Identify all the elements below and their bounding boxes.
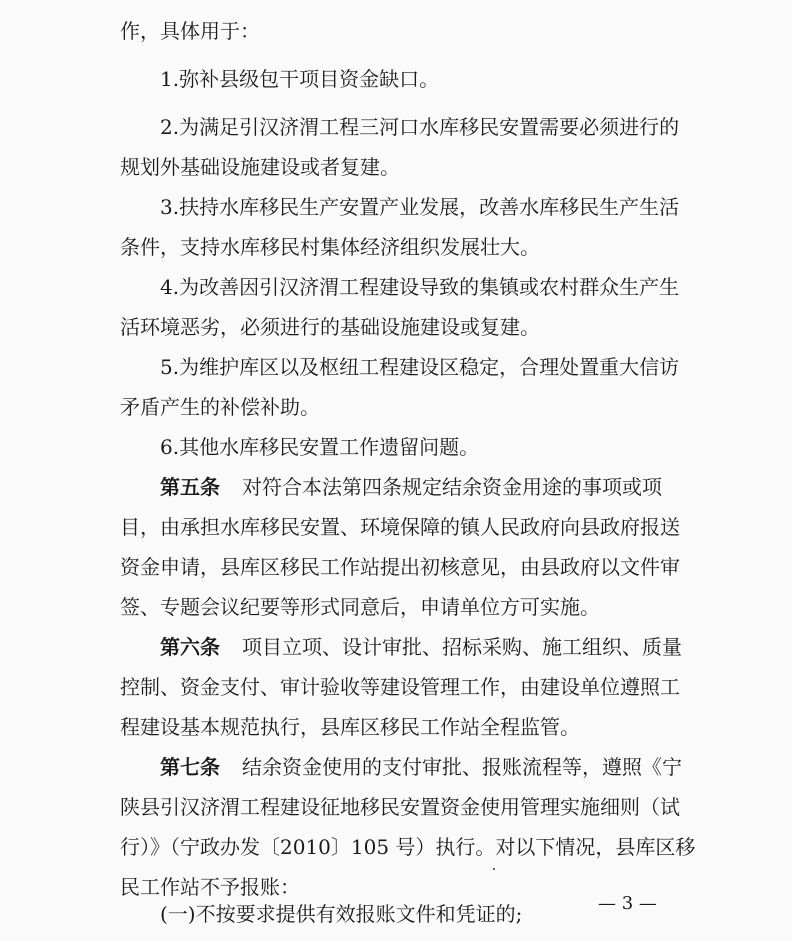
list-item-2: 2.为满足引汉济渭工程三河口水库移民安置需要必须进行的	[160, 115, 680, 139]
article-5-label: 第五条	[160, 475, 220, 499]
text-line: 签、专题会议纪要等形式同意后，申请单位方可实施。	[120, 595, 600, 619]
text-line: 行）》（宁政办发〔2010〕105 号）执行。对以下情况，县库区移	[120, 835, 696, 859]
article-7-first-line	[0, 753, 792, 781]
list-item-sub-1: (一)不按要求提供有效报账文件和凭证的;	[160, 902, 523, 926]
article-5-first-line	[0, 473, 792, 501]
text-line: 作，具体用于：	[120, 19, 260, 43]
article-7-label: 第七条	[160, 755, 220, 779]
article-6-text: 项目立项、设计审批、招标采购、施工组织、质量	[242, 635, 682, 659]
text-line: 矛盾产生的补偿补助。	[120, 395, 320, 419]
article-6-first-line	[0, 633, 792, 661]
list-item-5: 5.为维护库区以及枢纽工程建设区稳定，合理处置重大信访	[160, 355, 680, 379]
article-7-text: 结余资金使用的支付审批、报账流程等，遵照《宁	[242, 755, 682, 779]
list-item-4: 4.为改善因引汉济渭工程建设导致的集镇或农村群众生产生	[160, 275, 680, 299]
text-line: 规划外基础设施建设或者复建。	[120, 155, 400, 179]
list-item-1: 1.弥补县级包干项目资金缺口。	[160, 67, 440, 91]
list-item-3: 3.扶持水库移民生产安置产业发展，改善水库移民生产生活	[160, 195, 680, 219]
article-5-text: 对符合本法第四条规定结余资金用途的事项或项	[242, 475, 662, 499]
article-6-label: 第六条	[160, 635, 220, 659]
text-line: 条件，支持水库移民村集体经济组织发展壮大。	[120, 235, 540, 259]
text-line: 资金申请，县库区移民工作站提出初核意见，由县政府以文件审	[120, 555, 680, 579]
text-line: 活环境恶劣，必须进行的基础设施建设或复建。	[120, 315, 540, 339]
text-line: 控制、资金支付、审计验收等建设管理工作，由建设单位遵照工	[120, 675, 680, 699]
scan-speck	[493, 868, 495, 870]
text-line: 陕县引汉济渭工程建设征地移民安置资金使用管理实施细则（试	[120, 795, 680, 819]
list-item-6: 6.其他水库移民安置工作遗留问题。	[160, 435, 480, 459]
page-number: — 3 —	[598, 893, 657, 914]
text-line: 民工作站不予报账：	[120, 875, 300, 899]
text-line: 程建设基本规范执行，县库区移民工作站全程监管。	[120, 715, 580, 739]
text-line: 目，由承担水库移民安置、环境保障的镇人民政府向县政府报送	[120, 515, 680, 539]
